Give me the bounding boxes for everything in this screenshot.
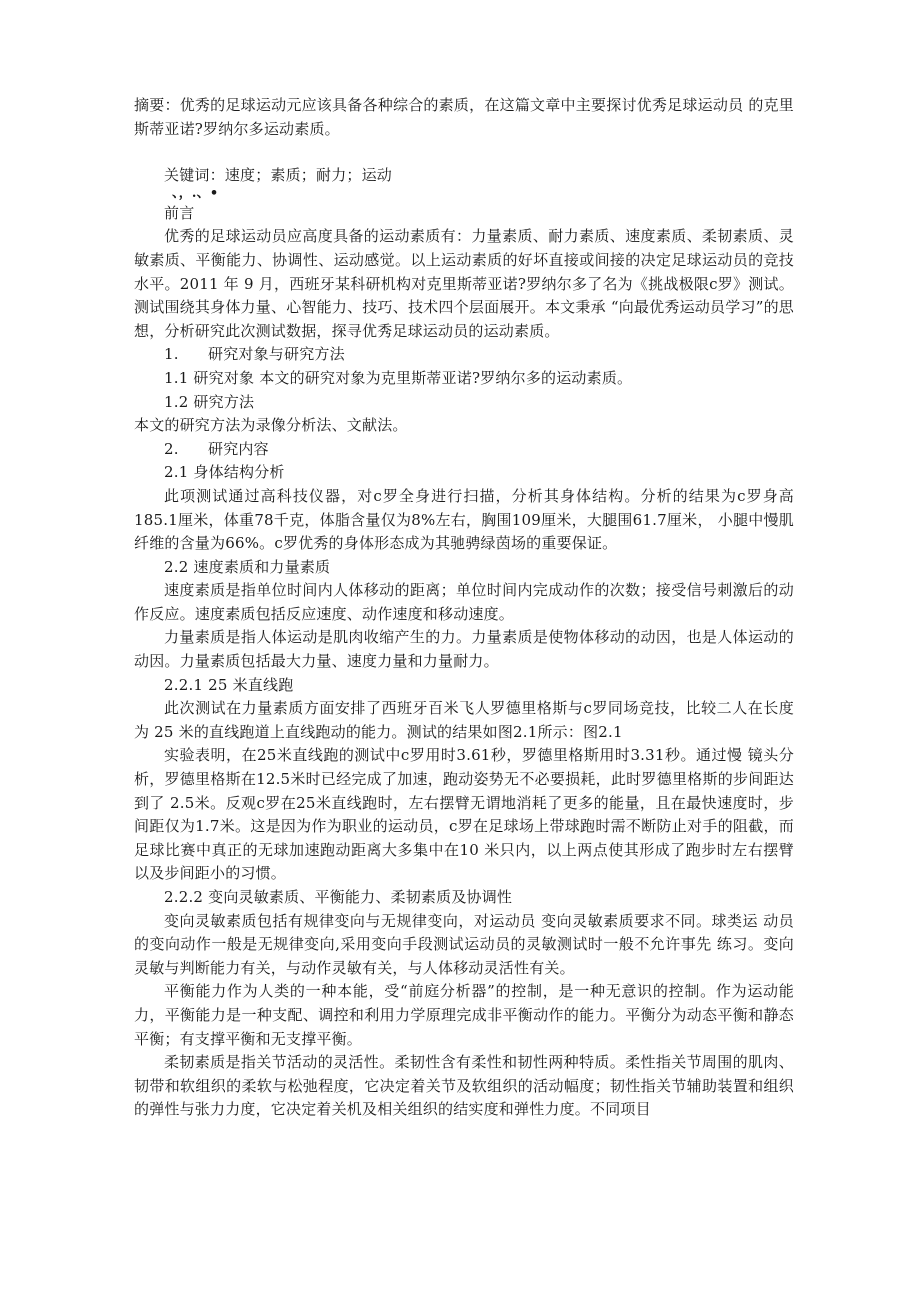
section-2-2-2-paragraph: 平衡能力作为人类的一种本能，受“前庭分析器”的控制，是一种无意识的控制。作为运动能力，平衡能力是一种支配、调控和利用力学原理完成非平衡动作的能力。平衡分为动态平衡和静态平衡；有支撑平衡和无支撑平衡。 xyxy=(134,982,794,1048)
section-2-title: 研究内容 xyxy=(208,439,269,458)
section-2-2-2-paragraph: 柔韧素质是指关节活动的灵活性。柔韧性含有柔性和韧性两种特质。柔性指关节周围的肌肉、韧带和软组织的柔软与松弛程度，它决定着关节及软组织的活动幅度；韧性指关节辅助装置和组织的弹性与张力力度，它决定着关机及相关组织的结实度和弹性力度。不同项目 xyxy=(134,1053,794,1119)
section-2-2-1-paragraph: 实验表明，在25米直线跑的测试中c罗用时3.61秒，罗德里格斯用时3.31秒。通过慢 镜头分析，罗德里格斯在12.5米时已经完成了加速，跑动姿势无不必要损耗，此时罗德里格斯的步间距达到了 2.5米。反观c罗在25米直线跑时，左右摆臂无谓地消耗了更多的能量，且在最快速度时，步间距仅为1.7米。这是因为作为职业的运动员，c罗在足球场上带球跑时需不断防止对手的阻截，而足球比赛中真正的无球加速跑动距离大多集中在10 米只内，以上两点使其形成了跑步时左右摆臂以及步间距小的习惯。 xyxy=(134,746,794,883)
section-2-1-text: 此项测试通过高科技仪器，对c罗全身进行扫描，分析其身体结构。分析的结果为c罗身高185.1厘米，体重78千克，体脂含量仅为8%左右，胸围109厘米，大腿围61.7厘米， 小腿中慢肌纤维的含量为66%。c罗优秀的身体形态成为其驰骋绿茵场的重要保证。 xyxy=(134,486,794,553)
section-1-2-text: 本文的研究方法为录像分析法、文献法。 xyxy=(134,416,408,435)
abstract: 摘要：优秀的足球运动元应该具备各种综合的素质，在这篇文章中主要探讨优秀足球运动员 的克里斯蒂亚诺?罗纳尔多运动素质。 xyxy=(134,96,794,138)
document-body xyxy=(134,94,794,1122)
section-2-2-2-heading: 2.2.2 变向灵敏素质、平衡能力、柔韧素质及协调性 xyxy=(164,888,513,906)
section-2-2-2-paragraph: 变向灵敏素质包括有规律变向与无规律变向，对运动员 变向灵敏素质要求不同。球类运 动员的变向动作一般是无规律变向,采用变向手段测试运动员的灵敏测试时一般不允许事先 练习。变向灵敏与判断能力有关，与动作灵敏有关，与人体移动灵活性有关。 xyxy=(134,911,794,977)
section-2-heading xyxy=(134,438,794,462)
section-1-2-heading: 1.2 研究方法 xyxy=(164,392,255,411)
section-1-heading xyxy=(134,343,794,367)
section-2-number: 2. xyxy=(164,439,179,458)
keywords: 关键词：速度；素质；耐力；运动 xyxy=(164,166,393,185)
section-2-2-paragraph: 速度素质是指单位时间内人体移动的距离；单位时间内完成动作的次数；接受信号刺激后的动作反应。速度素质包括反应速度、动作速度和移动速度。 xyxy=(134,581,794,623)
section-1-title: 研究对象与研究方法 xyxy=(208,345,345,364)
section-2-2-1-paragraph: 此次测试在力量素质方面安排了西班牙百米飞人罗德里格斯与c罗同场竞技，比较二人在长度为 25 米的直线跑道上直线跑动的能力。测试的结果如图2.1所示：图2.1 xyxy=(134,699,794,741)
section-2-2-paragraph: 力量素质是指人体运动是肌肉收缩产生的力。力量素质是使物体移动的动因，也是人体运动的动因。力量素质包括最大力量、速度力量和力量耐力。 xyxy=(134,628,794,671)
section-1-number: 1. xyxy=(164,345,179,364)
section-2-2-heading: 2.2 速度素质和力量素质 xyxy=(164,557,331,576)
section-2-2-1-heading: 2.2.1 25 米直线跑 xyxy=(164,675,294,694)
preface-title: 前言 xyxy=(164,203,195,222)
stray-marks: 、，.、• xyxy=(172,185,219,201)
preface-text: 优秀的足球运动员应高度具备的运动素质有：力量素质、耐力素质、速度素质、柔韧素质、灵敏素质、平衡能力、协调性、运动感觉。以上运动素质的好坏直接或间接的决定足球运动员的竞技水平。2011 年 9 月，西班牙某科研机构对克里斯蒂亚诺?罗纳尔多了名为《挑战极限c罗》测试。测试围绕其身体力量、心智能力、技巧、技术四个层面展开。本文秉承 “向最优秀运动员学习”的思想，分析研究此次测试数据，探寻优秀足球运动员的运动素质。 xyxy=(134,227,794,340)
section-2-1-heading: 2.1 身体结构分析 xyxy=(164,463,285,482)
section-1-1: 1.1 研究对象 本文的研究对象为克里斯蒂亚诺?罗纳尔多的运动素质。 xyxy=(164,368,633,387)
